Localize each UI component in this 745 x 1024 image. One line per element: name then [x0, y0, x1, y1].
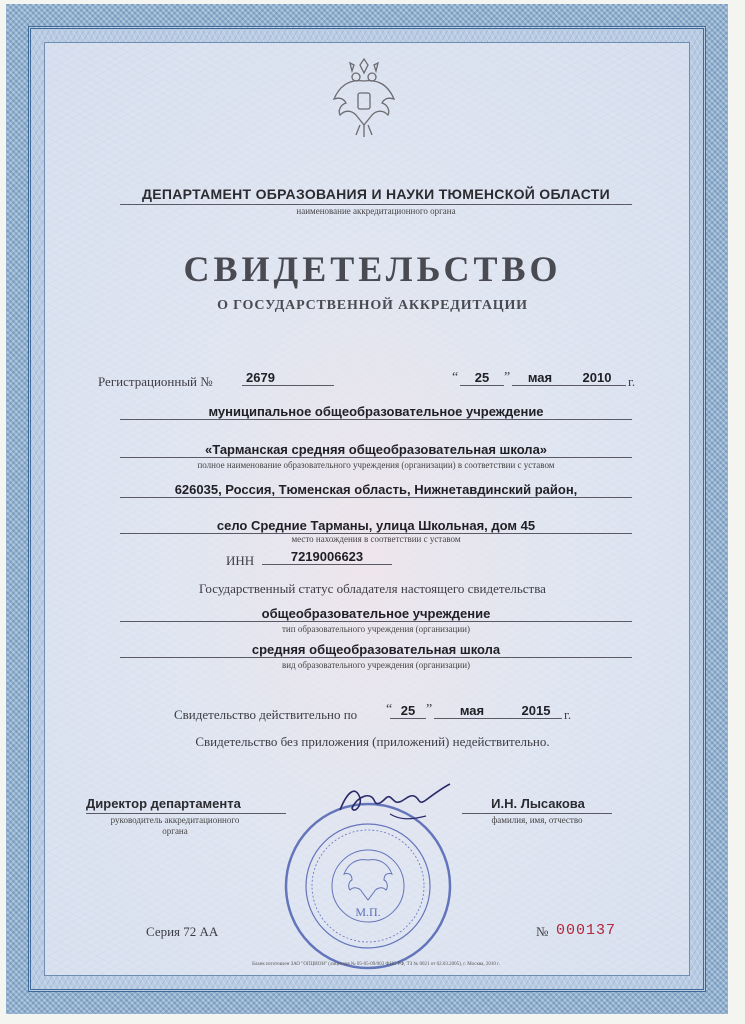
validity-label: Свидетельство действительно по: [174, 707, 358, 722]
validity-month: мая: [434, 703, 510, 719]
registration-label: Регистрационный №: [98, 374, 213, 389]
signer-name: И.Н. Лысакова: [491, 796, 585, 811]
department-hint: наименование аккредитационного органа: [296, 206, 456, 216]
print-info: Бланк изготовлен ЗАО "ОПЦИОН" (лицензия № 05-05-09/003 ФНС РФ, ТЗ № 0021 от 02.03.2005), г. Москва, 2010 г.: [252, 962, 500, 967]
registration-quote-close: ”: [504, 370, 511, 385]
handwritten-signature: [330, 770, 460, 830]
status-label: Государственный статус обладателя настоящего свидетельства: [199, 581, 546, 596]
institution-type: общеобразовательное учреждение: [120, 606, 632, 622]
certificate-number: 000137: [556, 922, 617, 939]
validity-year: 2015: [510, 703, 562, 719]
validity-quote-open: “: [386, 702, 393, 717]
organization-name-line2: «Тарманская средняя общеобразовательная школа»: [120, 442, 632, 458]
registration-quote-open: “: [452, 370, 459, 385]
registration-year-suffix: г.: [628, 374, 636, 389]
registration-month: мая: [512, 370, 568, 386]
registration-number: 2679: [242, 370, 334, 386]
validity-day: 25: [390, 703, 426, 719]
series-label: Серия 72 АА: [146, 924, 219, 939]
organization-hint: полное наименование образовательного учреждения (организации) в соответствии с уставом: [197, 460, 555, 470]
institution-type-hint: тип образовательного учреждения (организации): [282, 624, 470, 634]
number-symbol: №: [536, 924, 549, 939]
address-line2: село Средние Тарманы, улица Школьная, дом 45: [120, 518, 632, 534]
seal-label: М.П.: [355, 905, 381, 919]
address-line1: 626035, Россия, Тюменская область, Нижнетавдинский район,: [120, 482, 632, 498]
coat-of-arms-icon: [330, 55, 398, 141]
director-hint: руководитель аккредитационного органа: [110, 815, 240, 836]
validity-year-suffix: г.: [564, 707, 572, 722]
director-title: Директор департамента: [86, 796, 241, 811]
signer-hint: фамилия, имя, отчество: [491, 815, 583, 825]
validity-quote-close: ”: [426, 702, 433, 717]
signer-underline: [462, 813, 612, 814]
department-name: ДЕПАРТАМЕНТ ОБРАЗОВАНИЯ И НАУКИ ТЮМЕНСКОЙ ОБЛАСТИ: [142, 186, 610, 202]
inn-label: ИНН: [226, 553, 255, 568]
institution-kind: средняя общеобразовательная школа: [120, 642, 632, 658]
annex-note: Свидетельство без приложения (приложений) недействительно.: [195, 734, 550, 749]
department-underline: [120, 204, 632, 205]
director-underline: [86, 813, 286, 814]
institution-kind-hint: вид образовательного учреждения (организации): [281, 660, 471, 670]
organization-name-line1: муниципальное общеобразовательное учреждение: [120, 404, 632, 420]
address-hint: место нахождения в соответствии с уставом: [291, 534, 461, 544]
registration-day: 25: [460, 370, 504, 386]
registration-year: 2010: [568, 370, 626, 386]
document-title: СВИДЕТЕЛЬСТВО: [183, 249, 562, 289]
document-subtitle: О ГОСУДАРСТВЕННОЙ АККРЕДИТАЦИИ: [217, 298, 528, 313]
inn-value: 7219006623: [262, 549, 392, 565]
